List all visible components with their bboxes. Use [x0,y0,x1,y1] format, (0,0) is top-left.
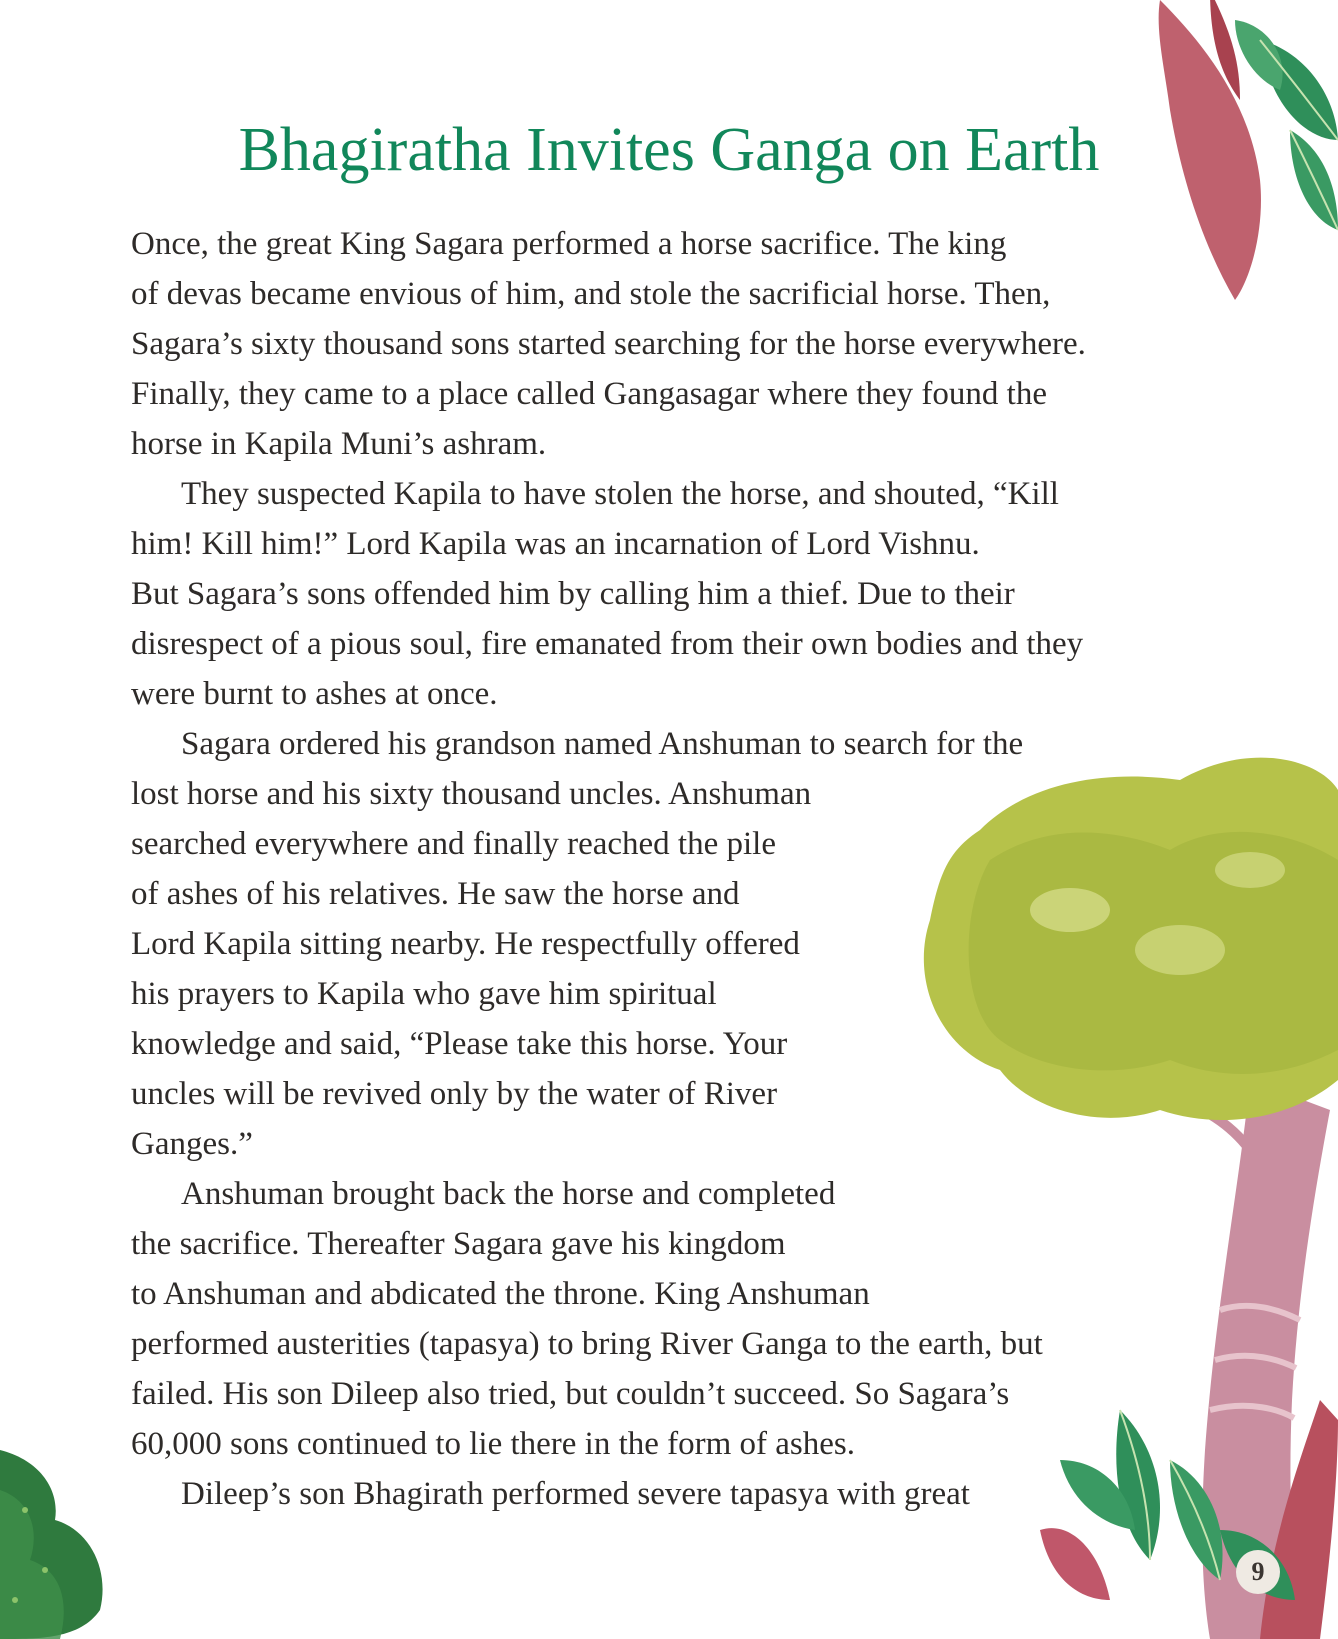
text-line: But Sagara’s sons offended him by calling him a thief. Due to their [131,576,1015,612]
text-line: Lord Kapila sitting nearby. He respectfully offered [131,926,800,962]
page-title: Bhagiratha Invites Ganga on Earth [238,116,1100,184]
text-line: Sagara’s sixty thousand sons started searching for the horse everywhere. [131,326,1086,362]
text-line: of ashes of his relatives. He saw the horse and [131,876,740,912]
text-line: lost horse and his sixty thousand uncles. Anshuman [131,776,812,812]
text-line: were burnt to ashes at once. [131,676,498,712]
text-line: his prayers to Kapila who gave him spiritual [131,976,717,1012]
text-line: Once, the great King Sagara performed a horse sacrifice. The king [131,226,1007,262]
text-line: Finally, they came to a place called Gangasagar where they found the [131,376,1047,412]
text-line: horse in Kapila Muni’s ashram. [131,426,547,462]
text-line: him! Kill him!” Lord Kapila was an incarnation of Lord Vishnu. [131,526,980,562]
text-line: failed. His son Dileep also tried, but couldn’t succeed. So Sagara’s [131,1376,1010,1412]
text-line: to Anshuman and abdicated the throne. King Anshuman [131,1276,870,1312]
text-line: knowledge and said, “Please take this horse. Your [131,1026,788,1062]
text-line: Dileep’s son Bhagirath performed severe tapasya with great [181,1476,970,1512]
text-line: 60,000 sons continued to lie there in the form of ashes. [131,1426,856,1462]
bottom-left-bush-icon [0,1450,120,1639]
text-line: uncles will be revived only by the water of River [131,1076,778,1112]
page-number: 9 [1236,1550,1280,1594]
bottom-right-leaves-icon [1020,1400,1338,1639]
text-line: the sacrifice. Thereafter Sagara gave his kingdom [131,1226,786,1262]
text-line: disrespect of a pious soul, fire emanated from their own bodies and they [131,626,1084,662]
text-line: searched everywhere and finally reached the pile [131,826,776,862]
text-line: performed austerities (tapasya) to bring River Ganga to the earth, but [131,1326,1043,1362]
text-line: Sagara ordered his grandson named Anshuman to search for the [181,726,1024,762]
text-line: Anshuman brought back the horse and completed [181,1176,836,1212]
text-line: They suspected Kapila to have stolen the horse, and shouted, “Kill [181,476,1059,512]
text-line: of devas became envious of him, and stole the sacrificial horse. Then, [131,276,1051,312]
text-line: Ganges.” [131,1126,253,1162]
